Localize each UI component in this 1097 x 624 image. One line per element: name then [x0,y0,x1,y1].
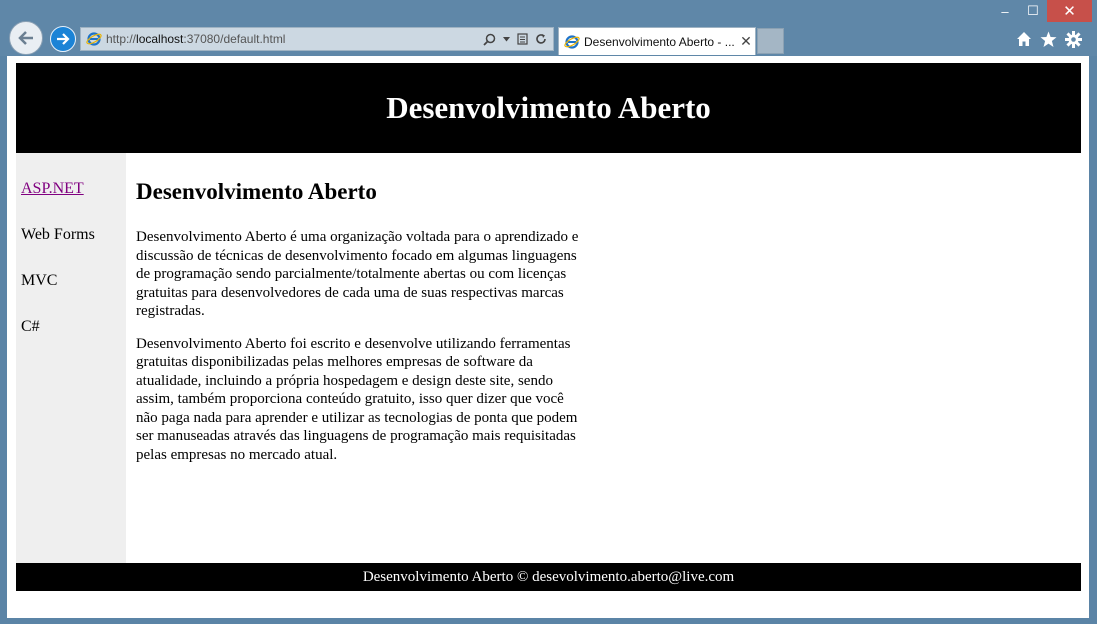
address-bar[interactable] [80,27,554,51]
sidebar-item-web-forms: Web Forms [21,226,95,243]
page-viewport [7,56,1089,618]
ie-icon [564,34,580,50]
footer-text: Desenvolvimento Aberto © desevolvimento.aberto@live.com [362,568,735,585]
sidebar-item-csharp: C# [21,318,40,335]
content-paragraph: Desenvolvimento Aberto é uma organização voltada para o aprendizado e discussão de técnicas de desenvolvimento focado em algumas linguagens de programação sendo parcialmente/totalmente abertas ou com licenças gratuitas para desenvolvedores de cada uma de suas respectivas marcas registradas. [136,229,579,319]
content-heading: Desenvolvimento Aberto [136,179,377,204]
favorites-icon [1040,31,1057,48]
favorites-button[interactable] [1038,29,1058,49]
sidebar-item-aspnet[interactable]: ASP.NET [21,180,84,197]
dropdown-icon[interactable] [503,37,510,42]
address-url[interactable]: http://localhost:37080/default.html [106,32,286,46]
tab-title: Desenvolvimento Aberto - ... [584,34,735,49]
ie-icon [86,31,102,47]
home-icon [1016,31,1032,47]
new-tab-button[interactable] [757,28,784,54]
tab-active[interactable] [558,27,756,55]
search-icon[interactable] [483,33,496,46]
tools-button[interactable] [1063,29,1083,49]
forward-icon [55,31,71,47]
home-button[interactable] [1014,29,1034,49]
header-title: Desenvolvimento Aberto [386,90,711,125]
sidebar [16,153,126,563]
compatibility-icon[interactable] [517,33,528,45]
page-footer [16,563,1081,591]
refresh-icon[interactable] [535,33,547,45]
page-header [16,63,1081,153]
sidebar-item-mvc: MVC [21,272,58,289]
tab-close-icon[interactable]: ✕ [740,33,752,49]
back-button[interactable] [9,21,43,55]
tools-icon [1065,31,1082,48]
browser-chrome [0,0,1097,56]
minimize-button[interactable]: ‒ [1001,3,1009,19]
close-window-button[interactable]: ✕ [1047,0,1092,22]
back-icon [16,28,36,48]
main-content [136,177,581,478]
content-paragraph: Desenvolvimento Aberto foi escrito e desenvolve utilizando ferramentas gratuitas disponibilizadas pelas melhores empresas de software da atualidade, incluindo a própria hospedagem e design deste site, sendo assim, também proporciona conteúdo gratuito, isso quer dizer que você não paga nada para aprender e utilizar as tecnologias de ponta que podem ser manuseadas através das linguagens de programação mais requisitadas pelas empresas no mercado atual. [136,335,578,463]
forward-button[interactable] [50,26,76,52]
maximize-button[interactable]: ☐ [1027,3,1039,18]
